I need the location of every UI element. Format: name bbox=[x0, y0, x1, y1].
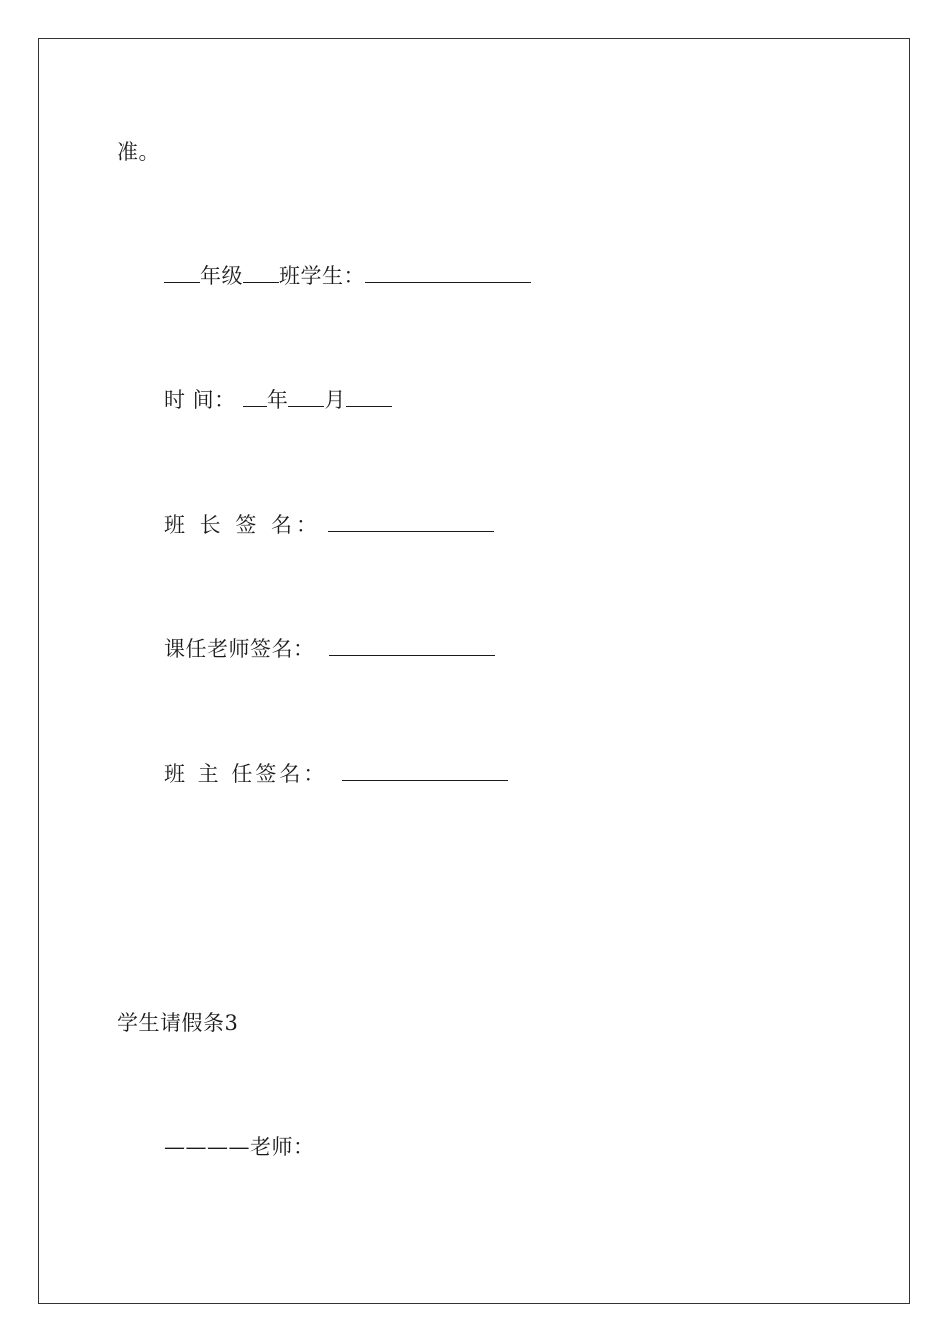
head-teacher-signature-line bbox=[164, 762, 508, 786]
student-name-blank[interactable] bbox=[365, 264, 531, 283]
subject-teacher-signature-line bbox=[164, 637, 495, 661]
grade-blank[interactable] bbox=[164, 264, 200, 283]
grade-label: 年级 bbox=[200, 264, 243, 288]
student-class-line bbox=[164, 264, 531, 288]
time-label: 时 间： bbox=[164, 388, 236, 412]
month-blank[interactable] bbox=[288, 388, 324, 407]
head-teacher-signature-label: 班 主 任签名： bbox=[164, 762, 328, 786]
head-teacher-signature-blank[interactable] bbox=[342, 762, 508, 781]
year-label: 年 bbox=[266, 388, 289, 412]
subject-teacher-signature-blank[interactable] bbox=[329, 637, 495, 656]
class-student-label: 班学生： bbox=[279, 264, 365, 288]
day-blank[interactable] bbox=[346, 388, 392, 407]
section-title: 学生请假条3 bbox=[117, 1011, 239, 1035]
month-label: 月 bbox=[324, 388, 346, 412]
monitor-signature-blank[interactable] bbox=[328, 513, 494, 532]
year-blank[interactable] bbox=[243, 388, 267, 407]
salutation-line: ————老师： bbox=[164, 1135, 315, 1159]
page-frame bbox=[38, 38, 910, 1304]
class-blank[interactable] bbox=[243, 264, 279, 283]
continuation-text: 准。 bbox=[117, 140, 160, 164]
monitor-signature-label: 班 长 签 名： bbox=[164, 513, 322, 537]
date-line bbox=[164, 388, 392, 412]
subject-teacher-signature-label: 课任老师签名： bbox=[164, 637, 315, 661]
monitor-signature-line bbox=[164, 513, 494, 537]
